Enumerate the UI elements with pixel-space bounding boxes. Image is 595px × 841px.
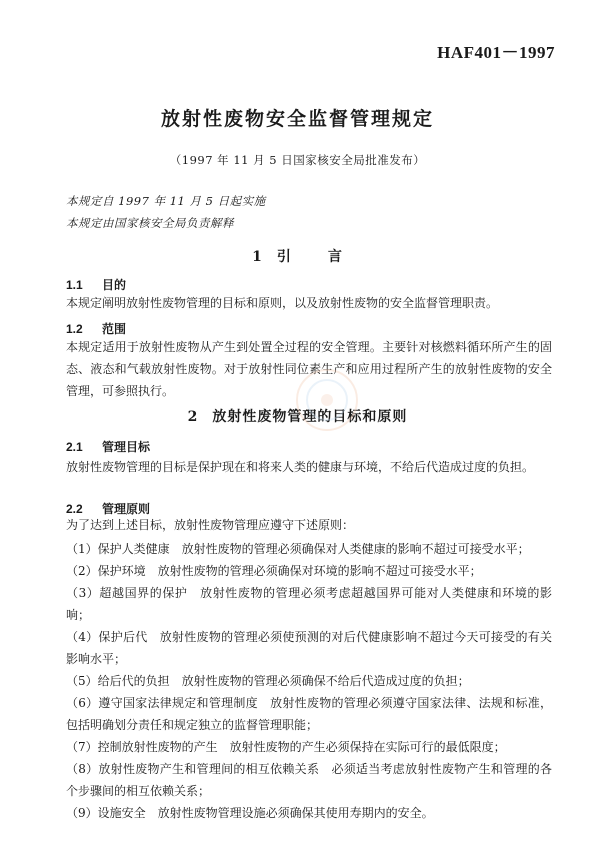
subsection-number: 1.1: [66, 278, 83, 292]
subsection-number: 2.2: [66, 502, 83, 516]
document-number: HAF401－1997: [437, 43, 555, 62]
section-title-part: 引: [276, 249, 292, 265]
principle-item: （8）放射性废物产生和管理间的相互依赖关系 必须适当考虑放射性废物产生和管理的各个步骤间的相互依赖关系；: [66, 762, 552, 798]
principle-item: （4）保护后代 放射性废物的管理必须使预测的对后代健康影响不超过今天可接受的有关影响水平；: [66, 630, 552, 666]
paragraph: 为了达到上述目标，放射性废物管理应遵守下述原则：: [66, 518, 355, 532]
paragraph: 放射性废物管理的目标是保护现在和将来人类的健康与环境，不给后代造成过度的负担。: [66, 460, 535, 474]
subsection-number: 2.1: [66, 440, 83, 454]
subsection-heading: [66, 276, 126, 293]
section-number: 1: [252, 249, 263, 265]
section-title-part: 言: [327, 249, 343, 265]
subsection-title: 目的: [102, 278, 127, 292]
paragraph: 本规定阐明放射性废物管理的目标和原则，以及放射性废物的安全监督管理职责。: [66, 296, 499, 310]
principle-item: （6）遵守国家法律规定和管理制度 放射性废物的管理必须遵守国家法律、法规和标准，包括明确划分责任和规定独立的监督管理职能；: [66, 696, 552, 732]
subsection-heading: [66, 438, 150, 455]
principle-item: （1）保护人类健康 放射性废物的管理必须确保对人类健康的影响不超过可接受水平；: [66, 542, 530, 556]
subsection-title: 管理原则: [102, 502, 151, 516]
subsection-heading: [66, 320, 126, 337]
approval-note: （1997 年 11 月 5 日国家核安全局批准发布）: [169, 153, 426, 167]
interpretation-note: 本规定由国家核安全局负责解释: [66, 216, 234, 230]
paragraph: 本规定适用于放射性废物从产生到处置全过程的安全管理。主要针对核燃料循环所产生的固态、液态和气载放射性废物。对于放射性同位素生产和应用过程所产生的放射性废物的安全管理，可参照执行。: [66, 340, 552, 398]
section-title: 放射性废物管理的目标和原则: [212, 409, 408, 425]
subsection-number: 1.2: [66, 322, 83, 336]
subsection-title: 范围: [102, 322, 127, 336]
document-title: 放射性废物安全监督管理规定: [160, 108, 434, 130]
subsection-title: 管理目标: [102, 440, 151, 454]
principle-item: （5）给后代的负担 放射性废物的管理必须确保不给后代造成过度的负担；: [66, 674, 470, 688]
principle-item: （2）保护环境 放射性废物的管理必须确保对环境的影响不超过可接受水平；: [66, 564, 482, 578]
principle-item: （9）设施安全 放射性废物管理设施必须确保其使用寿期内的安全。: [66, 806, 434, 820]
effective-date-note: 本规定自 1997 年 11 月 5 日起实施: [66, 194, 266, 208]
principle-item: （7）控制放射性废物的产生 放射性废物的产生必须保持在实际可行的最低限度；: [66, 740, 506, 754]
section-heading: [0, 246, 595, 266]
watermark-logo: [282, 355, 372, 445]
section-number: 2: [187, 409, 199, 425]
principle-item: （3）超越国界的保护 放射性废物的管理必须考虑超越国界可能对人类健康和环境的影响；: [66, 586, 552, 622]
